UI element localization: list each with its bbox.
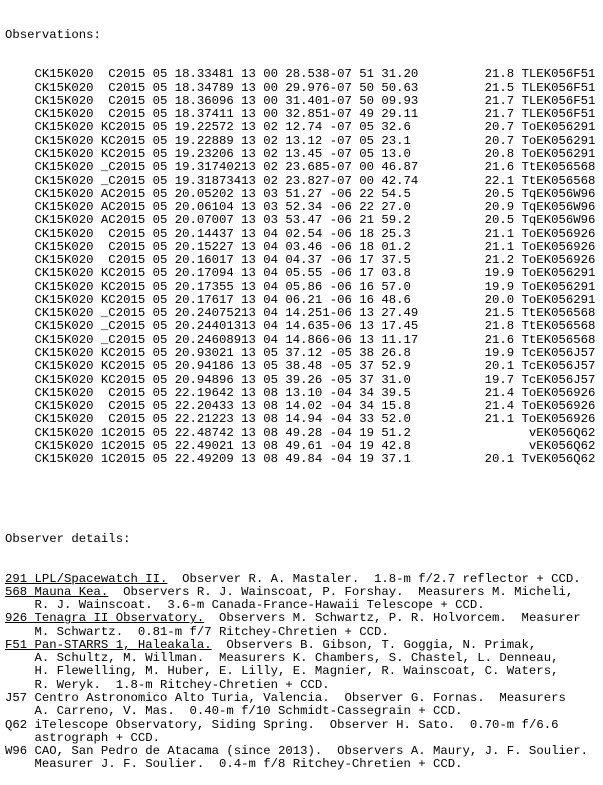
observatory-link[interactable]: 291 LPL/Spacewatch II.	[5, 571, 168, 586]
observer-detail-continuation: M. Schwartz. 0.81-m f/7 Ritchey-Chretien + CCD.	[5, 624, 389, 639]
observer-detail-continuation: Measurer J. F. Soulier. 0.4-m f/8 Ritchey-Chretien + CCD.	[5, 757, 463, 772]
mpec-circular-text	[5, 2, 603, 785]
observer-info: Observer H. Sato. 0.70-m f/6.6	[314, 717, 559, 732]
observation-row: CK15K020 KC2015 05 20.17355 13 04 05.86 -06 16 57.0 19.9 ToEK056291	[5, 279, 596, 294]
observation-row: CK15K020 KC2015 05 19.22889 13 02 13.12 -07 05 23.1 20.7 ToEK056291	[5, 133, 596, 148]
observation-row: CK15K020 1C2015 05 22.49021 13 08 49.61 -04 19 42.8 vEK056Q62	[5, 438, 596, 453]
observer-info: Observer G. Fornas. Measurers	[329, 690, 566, 705]
observation-row: CK15K020 _C2015 05 20.24608913 04 14.866-06 13 11.17 21.6 TtEK056568	[5, 332, 596, 347]
observation-row: CK15K020 C2015 05 20.15227 13 04 03.46 -06 18 01.2 21.1 ToEK056926	[5, 239, 596, 254]
observer-detail-continuation: A. Schultz, M. Willman. Measurers K. Chambers, S. Chastel, L. Denneau,	[5, 651, 559, 666]
observer-detail-continuation: astrograph + CCD.	[5, 730, 160, 745]
observatory-link[interactable]: 926 Tenagra II Observatory.	[5, 611, 205, 626]
observer-detail-row	[5, 573, 603, 586]
observation-row: CK15K020 C2015 05 18.33481 13 00 28.538-07 51 31.20 21.8 TLEK056F51	[5, 67, 596, 82]
observations-list	[5, 68, 603, 466]
observer-detail-row	[5, 719, 603, 732]
observation-row: CK15K020 C2015 05 18.36096 13 00 31.401-07 50 09.93 21.7 TLEK056F51	[5, 93, 596, 108]
observation-row: CK15K020 AC2015 05 20.07007 13 03 53.47 -06 21 59.2 20.5 TqEK056W96	[5, 213, 596, 228]
observer-detail-row	[5, 639, 603, 652]
observation-row: CK15K020 C2015 05 22.20433 13 08 14.02 -04 34 15.8 21.4 ToEK056926	[5, 399, 596, 414]
observation-row: CK15K020 AC2015 05 20.06104 13 03 52.34 -06 22 27.0 20.9 TqEK056W96	[5, 200, 596, 215]
observer-detail-row	[5, 745, 603, 758]
observatory-name: W96 CAO, San Pedro de Atacama (since 2013).	[5, 744, 323, 759]
blank-line	[5, 493, 603, 506]
observation-row: CK15K020 AC2015 05 20.05202 13 03 51.27 -06 22 54.5 20.5 TqEK056W96	[5, 186, 596, 201]
observer-detail-continuation: R. Weryk. 1.8-m Ritchey-Chretien + CCD.	[5, 677, 330, 692]
observation-row: CK15K020 C2015 05 22.21223 13 08 14.94 -04 33 52.0 21.1 ToEK056926	[5, 412, 596, 427]
observer-detail-continuation: H. Flewelling, M. Huber, E. Lilly, E. Magnier, R. Wainscoat, C. Waters,	[5, 664, 559, 679]
observation-row: CK15K020 _C2015 05 20.24401313 04 14.635-06 13 17.45 21.8 TtEK056568	[5, 319, 596, 334]
observation-row: CK15K020 C2015 05 18.37411 13 00 32.851-07 49 29.11 21.7 TLEK056F51	[5, 107, 596, 122]
observatory-link[interactable]: F51 Pan-STARRS 1, Haleakala.	[5, 637, 212, 652]
observation-row: CK15K020 C2015 05 20.14437 13 04 02.54 -06 18 25.3 21.1 ToEK056926	[5, 226, 596, 241]
observation-row: CK15K020 KC2015 05 20.93021 13 05 37.12 -05 38 26.8 19.9 TcEK056J57	[5, 345, 596, 360]
observer-detail-row	[5, 586, 603, 599]
observatory-name: J57 Centro Astronomico Alto Turia, Valencia.	[5, 690, 330, 705]
observation-row: CK15K020 _C2015 05 19.31740213 02 23.685-07 00 46.87 21.6 TtEK056568	[5, 160, 596, 175]
observer-info: Observers R. J. Wainscoat, P. Forshay. Measurers M. Micheli,	[108, 584, 574, 599]
observer-info: Observer R. A. Mastaler. 1.8-m f/2.7 reflector + CCD.	[167, 571, 581, 586]
observation-row: CK15K020 KC2015 05 20.17617 13 04 06.21 -06 16 48.6 20.0 ToEK056291	[5, 292, 596, 307]
observer-detail-continuation: R. J. Wainscoat. 3.6-m Canada-France-Hawaii Telescope + CCD.	[5, 598, 485, 613]
observation-row: CK15K020 C2015 05 18.34789 13 00 29.976-07 50 50.63 21.5 TLEK056F51	[5, 80, 596, 95]
observer-details-list	[5, 573, 603, 772]
observer-info: Observers M. Schwartz, P. R. Holvorcem. Measurer	[204, 611, 581, 626]
observer-info: Observers A. Maury, J. F. Soulier.	[322, 744, 588, 759]
observatory-name: Q62 iTelescope Observatory, Siding Spring.	[5, 717, 315, 732]
observation-row: CK15K020 C2015 05 22.19642 13 08 13.10 -04 34 39.5 21.4 ToEK056926	[5, 385, 596, 400]
observation-row: CK15K020 KC2015 05 19.23206 13 02 13.45 -07 05 13.0 20.8 ToEK056291	[5, 146, 596, 161]
observation-row: CK15K020 _C2015 05 20.24075213 04 14.251-06 13 27.49 21.5 TtEK056568	[5, 306, 596, 321]
observation-row: CK15K020 KC2015 05 20.17094 13 04 05.55 -06 17 03.8 19.9 ToEK056291	[5, 266, 596, 281]
observer-details-heading: Observer details:	[5, 531, 131, 546]
observer-info: Observers B. Gibson, T. Goggia, N. Primak,	[211, 637, 537, 652]
observatory-link[interactable]: 568 Mauna Kea.	[5, 584, 109, 599]
observation-row: CK15K020 1C2015 05 22.49209 13 08 49.84 -04 19 37.1 20.1 TvEK056Q62	[5, 452, 596, 467]
observer-detail-row	[5, 692, 603, 705]
observation-row: CK15K020 KC2015 05 20.94896 13 05 39.26 -05 37 31.0 19.7 TcEK056J57	[5, 372, 596, 387]
observations-heading: Observations:	[5, 27, 101, 42]
observation-row: CK15K020 KC2015 05 19.22572 13 02 12.74 -07 05 32.6 20.7 ToEK056291	[5, 120, 596, 135]
observer-detail-continuation: A. Carreno, V. Mas. 0.40-m f/10 Schmidt-Cassegrain + CCD.	[5, 704, 463, 719]
observation-row: CK15K020 C2015 05 20.16017 13 04 04.37 -06 17 37.5 21.2 ToEK056926	[5, 253, 596, 268]
observation-row: CK15K020 1C2015 05 22.48742 13 08 49.28 -04 19 51.2 vEK056Q62	[5, 425, 596, 440]
observer-detail-row	[5, 612, 603, 625]
observation-row: CK15K020 KC2015 05 20.94186 13 05 38.48 -05 37 52.9 20.1 TcEK056J57	[5, 359, 596, 374]
observation-row: CK15K020 _C2015 05 19.31873413 02 23.827-07 00 42.74 22.1 TtEK056568	[5, 173, 596, 188]
